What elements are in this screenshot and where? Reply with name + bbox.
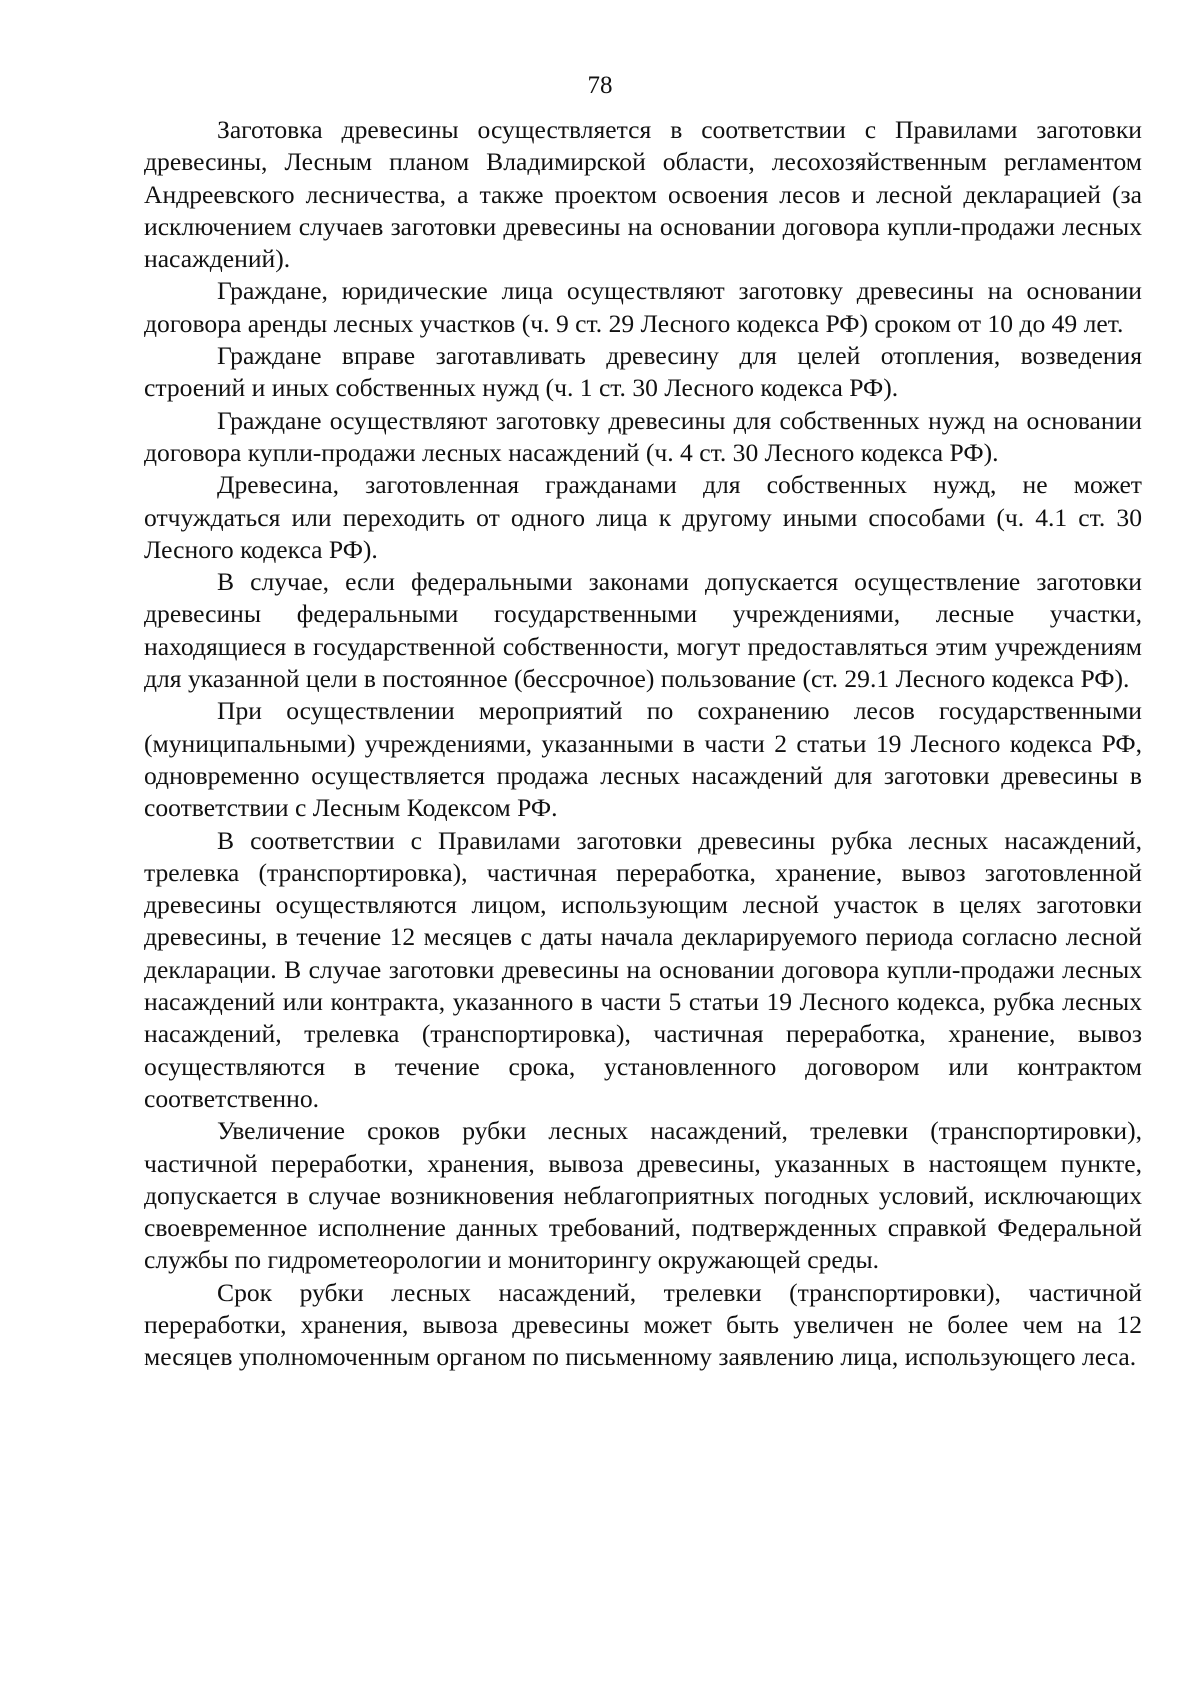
paragraph: Граждане вправе заготавливать древесину для целей отопления, возведения строений и иных собственных нужд (ч. 1 ст. 30 Лесного кодекса РФ). xyxy=(144,341,1142,403)
paragraph: Древесина, заготовленная гражданами для собственных нужд, не может отчуждаться или переходить от одного лица к другому иными способами (ч. 4.1 ст. 30 Лесного кодекса РФ). xyxy=(144,470,1142,564)
page-number: 78 xyxy=(587,72,613,99)
paragraph: Заготовка древесины осуществляется в соответствии с Правилами заготовки древесины, Лесным планом Владимирской области, лесохозяйственным регламентом Андреевского лесничества, а также проектом освоения лесов и лесной декларацией (за исключением случаев заготовки древесины на основании договора купли-продажи лесных насаждений). xyxy=(144,115,1142,274)
paragraph: Увеличение сроков рубки лесных насаждений, трелевки (транспортировки), частичной переработки, хранения, вывоза древесины, указанных в настоящем пункте, допускается в случае возникновения неблагоприятных погодных условий, исключающих своевременное исполнение данных требований, подтвержденных справкой Федеральной службы по гидрометеорологии и мониторингу окружающей среды. xyxy=(144,1116,1142,1275)
paragraph: Срок рубки лесных насаждений, трелевки (транспортировки), частичной переработки, хранения, вывоза древесины может быть увеличен не более чем на 12 месяцев уполномоченным органом по письменному заявлению лица, использующего леса. xyxy=(144,1277,1142,1372)
paragraph: В соответствии с Правилами заготовки древесины рубка лесных насаждений, трелевка (транспортировка), частичная переработка, хранение, вывоз заготовленной древесины осуществляются лицом, использующим лесной участок в целях заготовки древесины, в течение 12 месяцев с даты начала декларируемого периода согласно лесной декларации. В случае заготовки древесины на основании договора купли-продажи лесных насаждений или контракта, указанного в части 5 статьи 19 Лесного кодекса, рубка лесных насаждений, трелевка (транспортировка), частичная переработка, хранение, вывоз осуществляются в течение срока, установленного договором или контрактом соответственно. xyxy=(144,825,1142,1113)
document-body xyxy=(144,114,1142,1374)
paragraph: Граждане, юридические лица осуществляют заготовку древесины на основании договора аренды лесных участков (ч. 9 ст. 29 Лесного кодекса РФ) сроком от 10 до 49 лет. xyxy=(144,276,1142,338)
paragraph: Граждане осуществляют заготовку древесины для собственных нужд на основании договора купли-продажи лесных насаждений (ч. 4 ст. 30 Лесного кодекса РФ). xyxy=(144,405,1142,467)
paragraph: При осуществлении мероприятий по сохранению лесов государственными (муниципальными) учреждениями, указанными в части 2 статьи 19 Лесного кодекса РФ, одновременно осуществляется продажа лесных насаждений для заготовки древесины в соответствии с Лесным Кодексом РФ. xyxy=(144,696,1142,823)
paragraph: В случае, если федеральными законами допускается осуществление заготовки древесины федеральными государственными учреждениями, лесные участки, находящиеся в государственной собственности, могут предоставляться этим учреждениям для указанной цели в постоянное (бессрочное) пользование (ст. 29.1 Лесного кодекса РФ). xyxy=(144,567,1142,694)
